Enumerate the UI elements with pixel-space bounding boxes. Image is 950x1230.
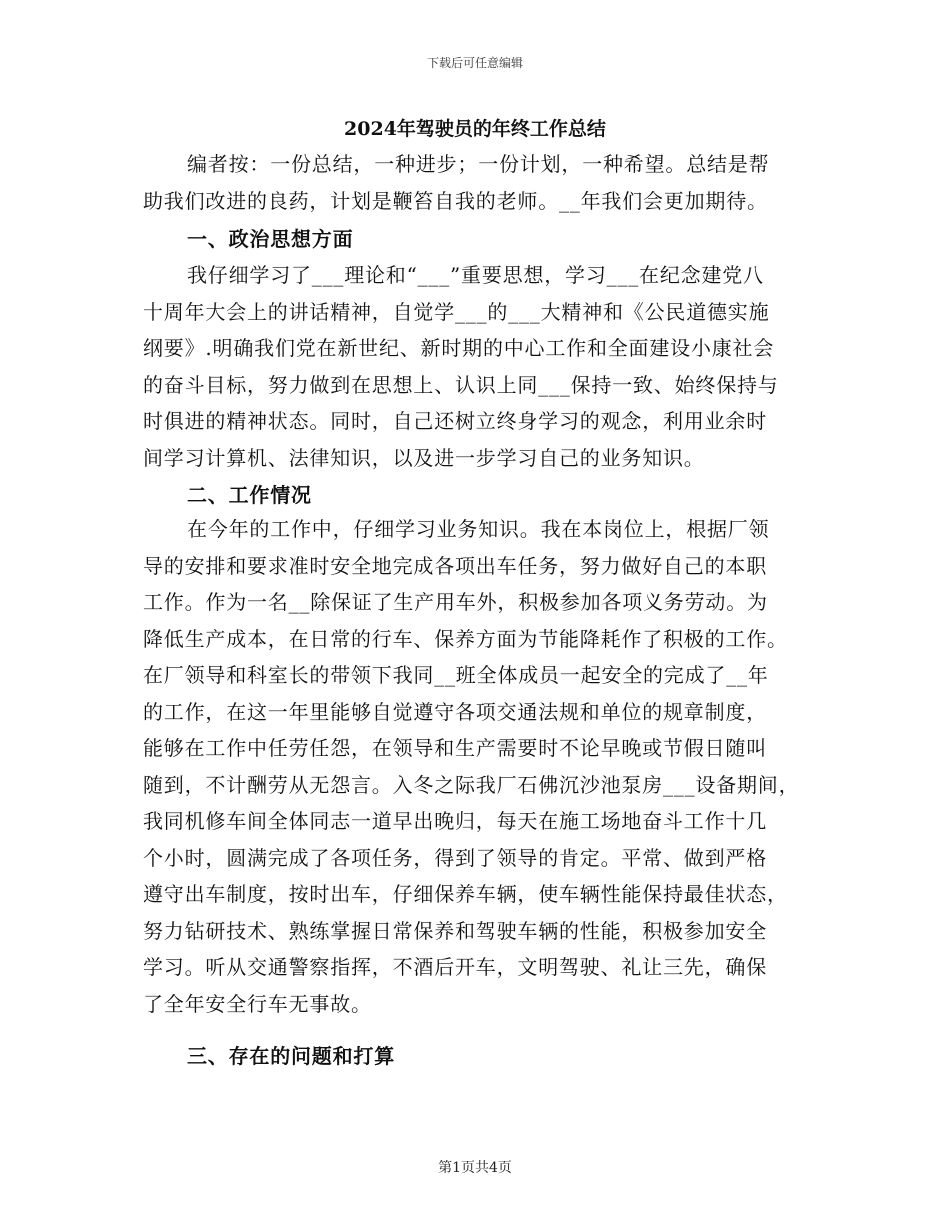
paragraph-line: 了全年安全行车无事故。 [143, 991, 372, 1016]
paragraph-line: 学习。听从交通警察指挥，不酒后开车，文明驾驶、礼让三先，确保 [143, 955, 767, 979]
paragraph-line: 工作。作为一名__除保证了生产用车外，积极参加各项义务劳动。为 [143, 590, 768, 614]
section-heading: 一、政治思想方面 [187, 227, 354, 251]
paragraph-line: 助我们改进的良药，计划是鞭笞自我的老师。__年我们会更加期待。 [143, 188, 768, 213]
document-title: 2024年驾驶员的年终工作总结 [344, 118, 606, 140]
section-politics-paragraph [143, 257, 815, 476]
paragraph-line: 编者按：一份总结，一种进步；一份计划，一种希望。总结是帮 [187, 152, 770, 176]
paragraph-line: 我同机修车间全体同志一道早出晚归，每天在施工场地奋斗工作十几 [143, 809, 767, 833]
paragraph-line: 时俱进的精神状态。同时，自己还树立终身学习的观念，利用业余时 [143, 409, 767, 433]
paragraph-line: 在今年的工作中，仔细学习业务知识。我在本岗位上，根据厂领 [187, 517, 770, 541]
paragraph-line: 降低生产成本，在日常的行车、保养方面为节能降耗作了积极的工作。 [143, 626, 788, 651]
section-heading: 三、存在的问题和打算 [187, 1044, 395, 1068]
page-footer: 第1页共4页 [438, 1160, 512, 1176]
intro-paragraph [143, 146, 815, 219]
paragraph-line: 的奋斗目标，努力做到在思想上、认识上同___保持一致、始终保持与 [143, 372, 779, 397]
paragraph-line: 导的安排和要求准时安全地完成各项出车任务，努力做好自己的本职 [143, 553, 767, 578]
header-note: 下载后可任意编辑 [426, 56, 523, 70]
paragraph-line: 十周年大会上的讲话精神，自觉学___的___大精神和《公民道德实施 [143, 299, 770, 324]
paragraph-line: 在厂领导和科室长的带领下我同__班全体成员一起安全的完成了__年 [143, 663, 769, 687]
paragraph-line: 的工作，在这一年里能够自觉遵守各项交通法规和单位的规章制度， [143, 699, 767, 724]
paragraph-line: 努力钻研技术、熟练掌握日常保养和驾驶车辆的性能，积极参加安全 [143, 918, 767, 943]
section-heading-work [143, 477, 815, 513]
paragraph-line: 个小时，圆满完成了各项任务，得到了领导的肯定。平常、做到严格 [143, 845, 767, 870]
section-heading-issues [143, 1038, 815, 1074]
paragraph-line: 能够在工作中任劳任怨，在领导和生产需要时不论早晚或节假日随叫 [143, 736, 767, 760]
paragraph-line: 间学习计算机、法律知识，以及进一步学习自己的业务知识。 [143, 445, 705, 470]
section-heading: 二、工作情况 [187, 483, 312, 507]
section-work-paragraph [143, 511, 815, 1022]
paragraph-line: 遵守出车制度，按时出车，仔细保养车辆，使车辆性能保持最佳状态， [143, 882, 788, 906]
paragraph-line: 随到，不计酬劳从无怨言。入冬之际我厂石佛沉沙池泵房___设备期间， [143, 772, 800, 797]
paragraph-line: 纲要》.明确我们党在新世纪、新时期的中心工作和全面建设小康社会 [143, 336, 775, 360]
section-heading-politics [143, 221, 815, 257]
paragraph-line: 我仔细学习了___理论和“___”重要思想，学习___在纪念建党八 [187, 263, 764, 287]
